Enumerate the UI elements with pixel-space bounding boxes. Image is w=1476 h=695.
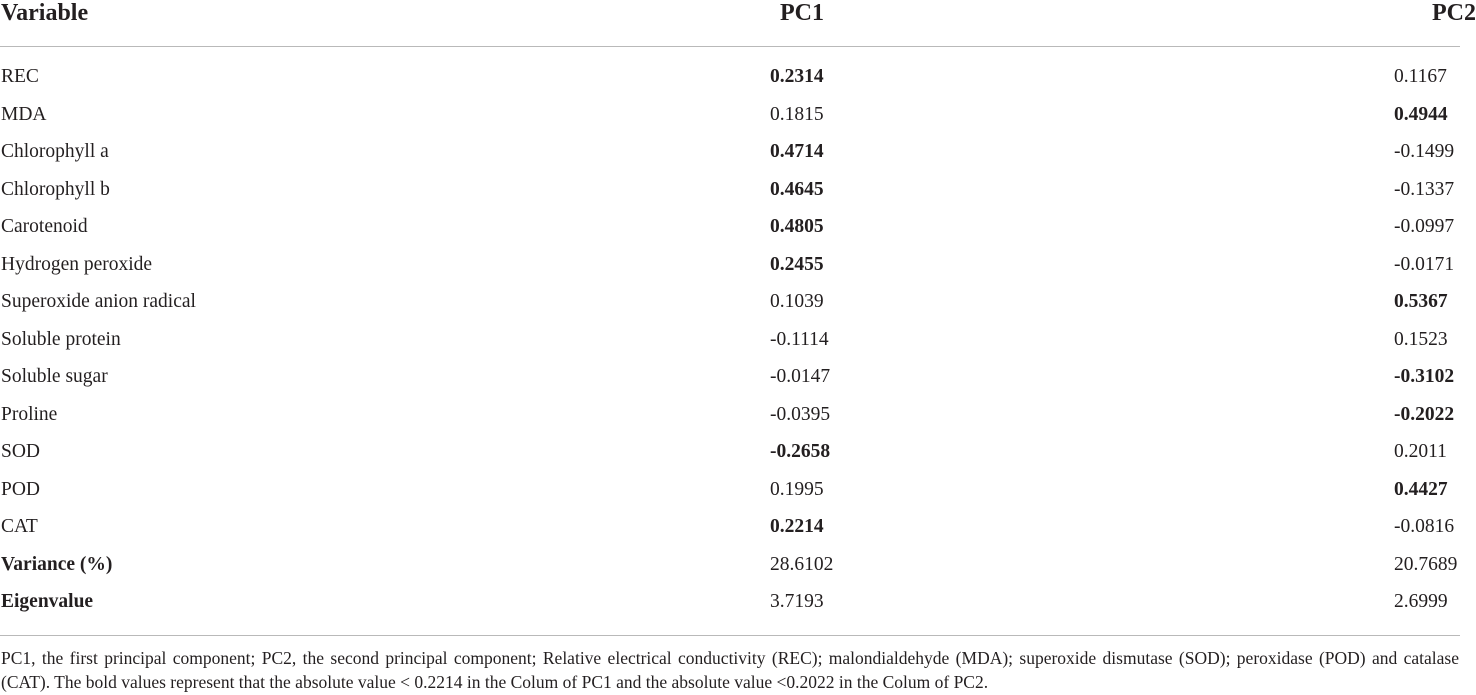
cell-variable: Chlorophyll b <box>1 178 110 200</box>
cell-variable: Eigenvalue <box>1 591 94 612</box>
table-row <box>0 171 1460 209</box>
table-bottom-rule <box>0 635 1460 636</box>
cell-variable: Chlorophyll a <box>1 141 109 162</box>
cell-pc2: 20.7689 <box>1394 553 1458 575</box>
cell-pc2: 0.2011 <box>1394 441 1447 462</box>
cell-pc2: 0.5367 <box>1394 291 1448 312</box>
cell-pc1: -0.0395 <box>770 403 831 425</box>
cell-pc2: -0.0997 <box>1394 216 1455 237</box>
cell-pc1: 0.4645 <box>770 178 824 200</box>
cell-variable: Variance (%) <box>1 553 113 575</box>
header-pc2: PC2 <box>1432 0 1476 26</box>
cell-pc2: 0.1167 <box>1394 66 1447 87</box>
cell-pc2: 0.4944 <box>1394 103 1448 125</box>
table-body <box>0 58 1460 621</box>
table-row <box>0 58 1460 96</box>
cell-pc2: -0.1499 <box>1394 141 1455 162</box>
cell-variable: Hydrogen peroxide <box>1 253 153 275</box>
cell-variable: Soluble protein <box>1 328 121 350</box>
cell-pc1: -0.2658 <box>770 441 831 462</box>
table-row <box>0 96 1460 134</box>
table-row <box>0 583 1460 621</box>
cell-variable: Proline <box>1 403 58 425</box>
table-row <box>0 283 1460 321</box>
table-row <box>0 246 1460 284</box>
cell-pc2: 2.6999 <box>1394 591 1448 612</box>
table-row <box>0 471 1460 509</box>
cell-variable: REC <box>1 66 39 87</box>
table-header-row <box>0 0 1476 47</box>
header-variable: Variable <box>1 0 89 26</box>
cell-pc1: 0.1815 <box>770 103 824 125</box>
cell-pc1: 0.2455 <box>770 253 824 275</box>
cell-pc1: -0.1114 <box>770 328 829 350</box>
cell-pc1: 0.4805 <box>770 216 824 237</box>
cell-variable: SOD <box>1 441 41 462</box>
cell-variable: POD <box>1 478 41 500</box>
table-row <box>0 208 1460 246</box>
cell-pc1: 0.1039 <box>770 291 824 312</box>
cell-pc2: -0.0816 <box>1394 516 1455 537</box>
cell-pc2: 0.1523 <box>1394 328 1448 350</box>
cell-pc2: 0.4427 <box>1394 478 1448 500</box>
cell-pc2: -0.0171 <box>1394 253 1455 275</box>
cell-pc1: 3.7193 <box>770 591 824 612</box>
table-row <box>0 133 1460 171</box>
cell-pc2: -0.1337 <box>1394 178 1455 200</box>
cell-pc1: -0.0147 <box>770 366 831 387</box>
cell-variable: Soluble sugar <box>1 366 108 387</box>
cell-variable: Carotenoid <box>1 216 88 237</box>
cell-pc2: -0.2022 <box>1394 403 1455 425</box>
table-row <box>0 321 1460 359</box>
header-pc1: PC1 <box>780 0 824 26</box>
table-footnote: PC1, the first principal component; PC2, the second principal component; Relative electrical conductivity (REC); malondialdehyde (MDA); superoxide dismutase (SOD); peroxidase (POD) and catalase (CAT). The bold values represent that the absolute value < 0.2214 in the Colum of PC1 and the absolute value <0.2022 in the Colum of PC2. <box>1 648 1459 692</box>
cell-variable: MDA <box>1 103 47 125</box>
cell-pc1: 0.2314 <box>770 66 824 87</box>
cell-pc1: 0.1995 <box>770 478 824 500</box>
table-row <box>0 358 1460 396</box>
cell-pc1: 28.6102 <box>770 553 834 575</box>
cell-variable: CAT <box>1 516 38 537</box>
table-row <box>0 546 1460 584</box>
table-row <box>0 396 1460 434</box>
table-row <box>0 508 1460 546</box>
cell-pc1: 0.2214 <box>770 516 824 537</box>
cell-pc2: -0.3102 <box>1394 366 1455 387</box>
cell-pc1: 0.4714 <box>770 141 824 162</box>
cell-variable: Superoxide anion radical <box>1 291 196 312</box>
table-row <box>0 433 1460 471</box>
